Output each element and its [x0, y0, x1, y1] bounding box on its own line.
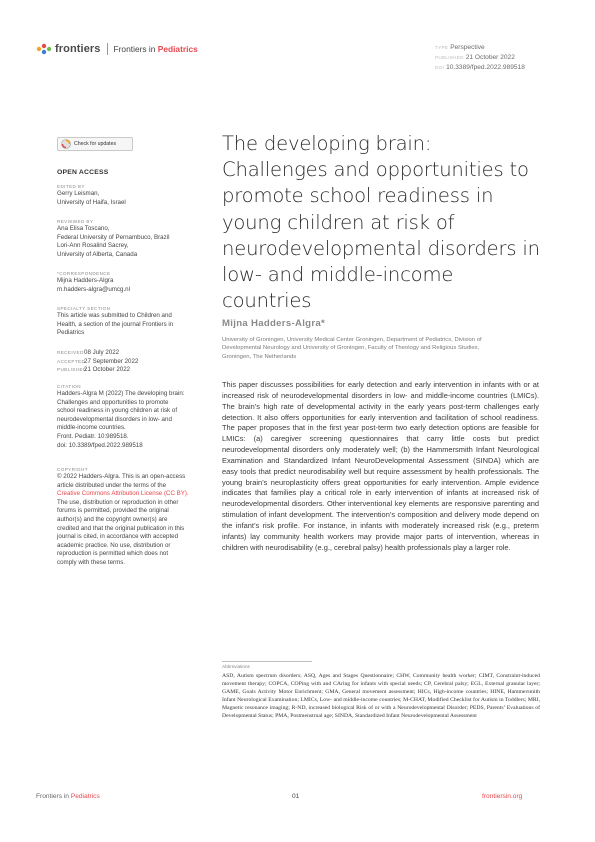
title-line: The developing brain: [222, 132, 432, 155]
footer-journal-highlight: Pediatrics [70, 793, 100, 800]
reviewer-line: Lori-Ann Rosalind Sacrey, [57, 242, 129, 250]
frontiers-logo[interactable] [36, 42, 198, 56]
brand-name: frontiers [55, 43, 101, 55]
title-line: low- and middle-income [222, 263, 454, 287]
reviewed-by-section [57, 218, 217, 259]
page-number: 01 [292, 793, 300, 800]
copyright-line: author(s) and the copyright owner(s) are [57, 515, 168, 523]
reviewed-by-label: REVIEWED BY [57, 219, 94, 224]
meta-type [435, 43, 525, 53]
abstract-text: This paper discusses possibilities for early detection and early intervention in infants with or at increased risk of neurodevelopmental disorders in low- and middle-income countries (LMICs). The brain’s high rate of developmental activity in the early years post-term challenges early detection. It also offers opportunities for early intervention and facilitation of school readiness. The paper proposes that in the first year post-term two early detection options are feasible for LMICs: (a) caregiver screening questionnaires that carry little costs but predict neurodevelopmental disorders only moderately well; (b) the Hammersmith Infant Neurological Examination and Standardized Infant NeuroDevelopmental Assessment (SINDA) which are easy tools that predict neurodisability well but require assessment by health professionals. The young brain’s neuroplasticity offers great opportunities for early intervention. Ample evidence indicates that families play a critical role in early intervention of infants at increased risk of neurodevelopmental disorders. Other interventional key elements are responsive parenting and stimulation of infant development. The intervention’s composition and delivery mode depend on the infant’s risk profile. For instance, in infants with moderately increased risk (e.g., preterm infants) lay community health workers may provide major parts of intervention, whereas in children with neurodisability (e.g., cerebral palsy) health professionals play a larger role. [222, 380, 539, 552]
edited-by-section [57, 183, 217, 207]
abbreviations-text: ASD, Autism spectrum disorders; ASQ, Ages and Stages Questionnaire; CHW, Community health worker; CIMT, Constraint-induced movement therapy; COPCA, COPing with and CAring for infants with special needs; CP, Cerebral palsy; EGL, External granular layer; GAME, Goals Activity Motor Enrichment; GMA, General movement assessment; HICs, High-income countries; HINE, Hammersmith Infant Neurological Examination; LMICs, Low- and middle-income countries; M-CHAT, Modified Checklist for Autism in Toddlers; MRI, Magnetic resonance imaging; R-ND, increased biological Risk of or with a Neurodevelopmental Disorder; PEDS, Parents’ Evaluations of Developmental Status; PMA, Postmenstrual age; SINDA, Standardized Infant Neurodevelopmental Assessment [222, 673, 540, 719]
journal-highlight: Pediatrics [157, 44, 198, 54]
copyright-line: credited and that the original publication in this [57, 524, 185, 532]
editor-affiliation: University of Haifa, Israel [57, 198, 126, 206]
meta-doi-value[interactable]: 10.3389/fped.2022.989518 [446, 64, 525, 71]
meta-doi-label: DOI [435, 65, 445, 70]
author-name[interactable]: Mijna Hadders-Algra* [222, 318, 326, 329]
article-meta [435, 43, 525, 73]
title-line: countries [222, 289, 312, 313]
journal-name [114, 44, 198, 54]
copyright-line: academic practice. No use, distribution or [57, 541, 171, 549]
reviewer-line: Federal University of Pernambuco, Brazil [57, 233, 170, 241]
specialty-line: Health, a section of the journal Frontiers in [57, 320, 174, 328]
check-updates-label: Check for updates [74, 141, 117, 147]
accepted-date: 27 September 2022 [84, 357, 139, 365]
article-title [222, 131, 552, 314]
editor-name: Gerry Leisman, [57, 190, 100, 197]
specialty-line: Pediatrics [57, 329, 85, 337]
published-label: PUBLISHED [57, 367, 87, 373]
published-date: 21 October 2022 [84, 366, 131, 374]
specialty-label: SPECIALTY SECTION [57, 306, 111, 311]
cc-by-license-link[interactable]: Creative Commons Attribution License (CC BY). [57, 490, 189, 498]
specialty-line: This article was submitted to Children and [57, 312, 172, 319]
received-date: 08 July 2022 [84, 349, 120, 356]
citation-label: CITATION [57, 384, 81, 389]
footer-journal-prefix: Frontiers in [36, 793, 69, 800]
title-line: promote school readiness in [222, 184, 494, 208]
specialty-section [57, 305, 217, 338]
received-label: RECEIVED [57, 350, 84, 355]
copyright-line: forums is permitted, provided the original [57, 507, 169, 515]
meta-type-label: TYPE [435, 45, 449, 50]
corresponding-author: Mijna Hadders-Algra [57, 277, 114, 284]
meta-doi [435, 63, 525, 73]
footnote-divider [222, 661, 312, 662]
title-line: Challenges and opportunities to [222, 158, 529, 182]
reviewer-line: Ana Elisa Toscano, [57, 225, 110, 232]
check-for-updates-button[interactable] [57, 137, 133, 151]
citation-line: Hadders-Algra M (2022) The developing brain: [57, 390, 185, 397]
copyright-line: © 2022 Hadders-Algra. This is an open-access [57, 473, 186, 480]
citation-line: school readiness in young children at risk of [57, 407, 178, 415]
title-line: neurodevelopmental disorders in [222, 236, 540, 260]
abbreviations-label: Abbreviations [222, 664, 250, 669]
meta-published [435, 53, 525, 63]
reviewer-line: University of Alberta, Canada [57, 250, 138, 258]
author-affiliation [222, 336, 540, 361]
footer-journal [36, 793, 100, 800]
copyright-line: journal is cited, in accordance with accepted [57, 533, 179, 541]
copyright-line: The use, distribution or reproduction in other [57, 498, 179, 506]
footer-site-link[interactable]: frontiersin.org [482, 793, 523, 800]
open-access-badge [57, 169, 217, 178]
citation-line: Front. Pediatr. 10:989518. [57, 432, 129, 440]
citation-line: neurodevelopmental disorders in low- and [57, 415, 172, 423]
copyright-line: reproduction is permitted which does not [57, 550, 169, 558]
update-badge-icon [61, 139, 71, 149]
affiliation-line: Developmental Neurology and University of Groningen, Faculty of Theology and Religious Studies, [222, 345, 480, 352]
citation-line: Challenges and opportunities to promote [57, 398, 169, 406]
dates-section [57, 349, 217, 375]
affiliation-line: Groningen, The Netherlands [222, 353, 297, 360]
meta-type-value: Perspective [450, 44, 485, 51]
title-line: young children at risk of [222, 210, 455, 234]
citation-doi-link[interactable]: doi: 10.3389/fped.2022.989518 [57, 441, 143, 449]
correspondence-section [57, 270, 217, 294]
edited-by-label: EDITED BY [57, 184, 85, 189]
copyright-line: comply with these terms. [57, 558, 126, 566]
logo-divider [107, 43, 108, 55]
open-access-label: OPEN ACCESS [57, 169, 109, 176]
correspondence-label: *CORRESPONDENCE [57, 271, 111, 276]
frontiers-logo-icon [36, 42, 52, 56]
affiliation-line: University of Groningen, University Medical Center Groningen, Department of Pediatrics, Division of [222, 337, 482, 343]
citation-line: middle-income countries. [57, 424, 126, 432]
accepted-label: ACCEPTED [57, 358, 86, 364]
copyright-label: COPYRIGHT [57, 467, 88, 472]
journal-prefix: Frontiers in [113, 44, 156, 54]
copyright-line: article distributed under the terms of the [57, 481, 167, 489]
copyright-section [57, 466, 217, 568]
corresponding-email-link[interactable]: m.hadders-algra@umcg.nl [57, 285, 130, 293]
meta-published-value: 21 October 2022 [465, 54, 515, 61]
meta-published-label: PUBLISHED [435, 55, 464, 60]
citation-section [57, 383, 217, 450]
